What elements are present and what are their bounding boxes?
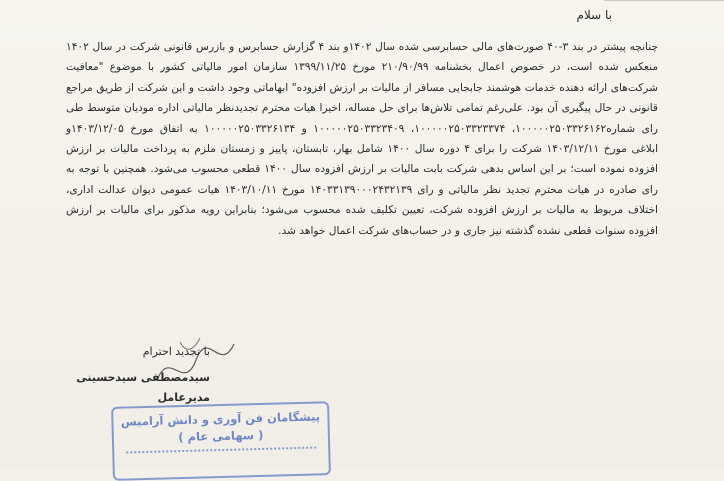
header-rule bbox=[604, 0, 724, 1]
greeting: با سلام bbox=[576, 8, 612, 22]
closing-block bbox=[76, 342, 210, 408]
company-stamp bbox=[111, 401, 331, 481]
signer-name: سیدمصطفی سیدحسینی bbox=[76, 371, 210, 384]
stamp-line-2: ( سهامی عام ) bbox=[178, 427, 264, 445]
letter-body bbox=[66, 37, 658, 241]
signer-title: مدیرعامل bbox=[157, 391, 210, 404]
stamp-border-line bbox=[126, 447, 316, 460]
body-paragraph: چنانچه پیشتر در بند ۳-۴۰ صورت‌های مالی حسابرسی شده سال ۱۴۰۲و بند ۴ گزارش حسابرس و بازرس قانونی شرکت در سال ۱۴۰۲ منعکس شده است، در خصوص اعمال بخشنامه ۲۱۰/۹۰/۹۹ مورخ ۱۳۹۹/۱۱/۲۵ سازمان امور مالیاتی کشور با موضوع "معافیت شرکت‌های ارائه دهنده خدمات هوشمند جابجایی مسافر از مالیات بر ارزش افزوده" ابهاماتی وجود داشت و این شرکت از طریق مراجع قانونی در حال پیگیری آن بود. علی‌رغم تمامی تلاش‌ها برای حل مساله، اخیرا هیات محترم تجدیدنظر مالیاتی اداره مودیان متوسط طی رای شماره۱۰۰۰۰۰۲۵۰۳۳۲۶۱۶۲، ۱۰۰۰۰۰۲۵۰۳۳۲۳۳۷۴، ۱۰۰۰۰۰۲۵۰۳۳۲۳۴۰۹ و ۱۰۰۰۰۰۲۵۰۳۳۲۶۱۳۴ به اتفاق مورخ ۱۴۰۳/۱۲/۰۵و ابلاغی مورخ ۱۴۰۳/۱۲/۱۱ شرکت را برای ۴ دوره سال ۱۴۰۰ شامل بهار، تابستان، پاییز و زمستان ملزم به پرداخت مالیات بر ارزش افزوده نموده است؛ بر این اساس بدهی شرکت بابت مالیات بر ارزش افزوده سال ۱۴۰۰ قطعی محسوب می‌شود. همچنین با توجه به رای صادره در هیات محترم تجدید نظر مالیاتی و رای ۱۴۰۳۳۱۳۹۰۰۰۲۴۳۲۱۳۹ مورخ ۱۴۰۳/۱۰/۱۱ هیات عمومی دیوان عدالت اداری، اختلاف مربوط به مالیات بر ارزش افزوده شرکت، تعیین تکلیف شده محسوب می‌شود؛ بنابراین رویه مذکور برای مالیات بر ارزش افزوده سنوات قطعی نشده گذشته نیز جاری و در حساب‌های شرکت اعمال خواهد شد. bbox=[66, 41, 659, 237]
closing-text: با تجدید احترام bbox=[142, 345, 210, 358]
stamp-line-1: پیشگامان فن آوری و دانش آرامیس bbox=[120, 409, 321, 429]
